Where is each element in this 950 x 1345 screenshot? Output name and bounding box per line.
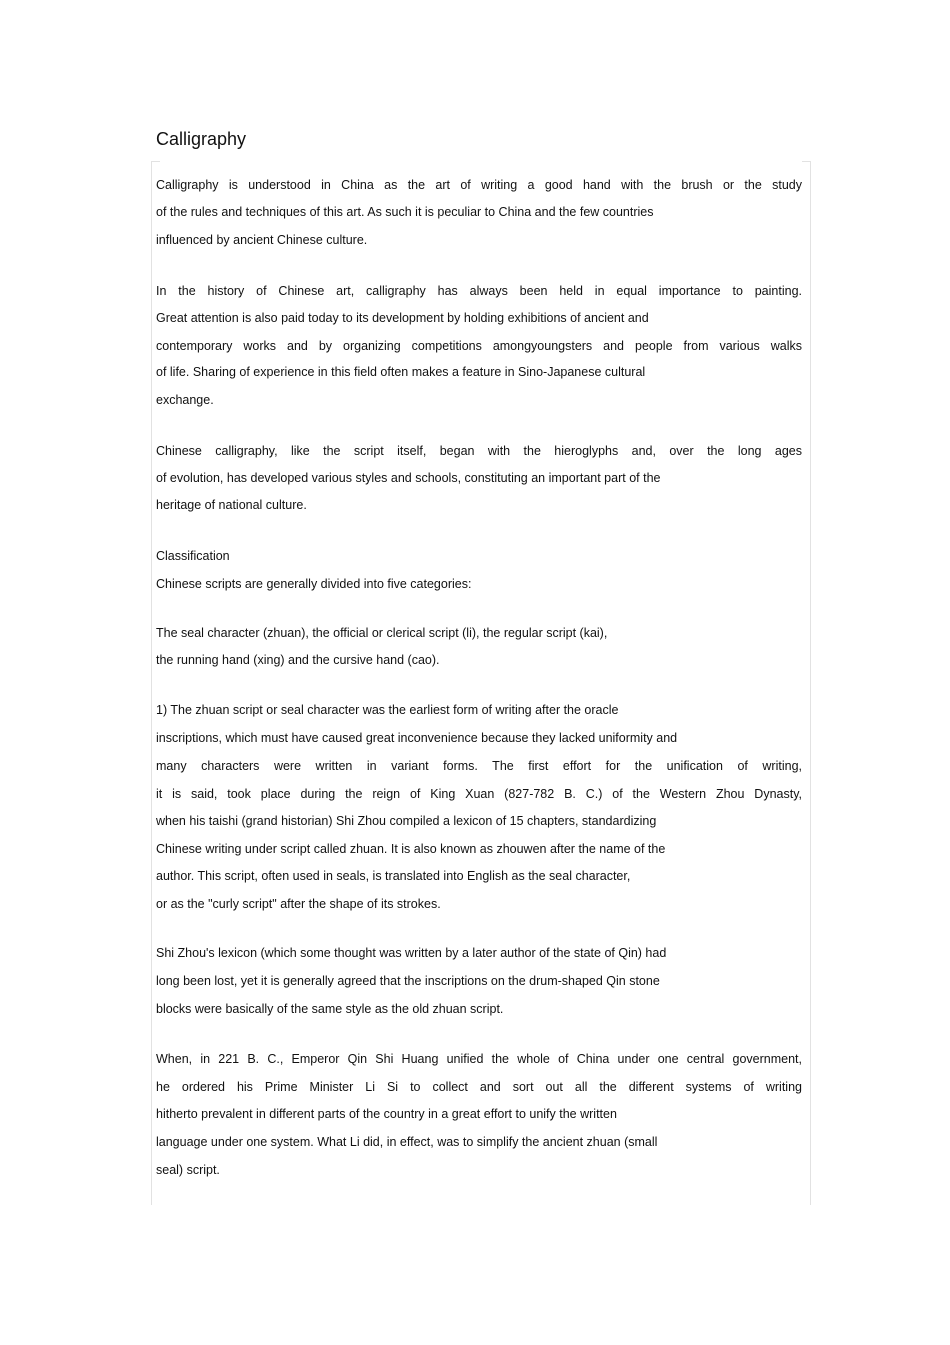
text-line: author. This script, often used in seals, is translated into English as the seal character,: [156, 869, 631, 883]
text-line: contemporary works and by organizing competitions amongyoungsters and people from various walks: [156, 339, 802, 353]
text-line: Chinese calligraphy, like the script itself, began with the hieroglyphs and, over the long ages: [156, 444, 802, 458]
text-line: 1) The zhuan script or seal character was the earliest form of writing after the oracle: [156, 703, 619, 717]
text-line: it is said, took place during the reign of King Xuan (827-782 B. C.) of the Western Zhou Dynasty,: [156, 787, 802, 801]
text-line: The seal character (zhuan), the official or clerical script (li), the regular script (kai),: [156, 626, 608, 640]
text-line: Shi Zhou's lexicon (which some thought was written by a later author of the state of Qin) had: [156, 946, 667, 960]
text-line: the running hand (xing) and the cursive hand (cao).: [156, 653, 440, 667]
text-line: of the rules and techniques of this art. As such it is peculiar to China and the few countries: [156, 205, 654, 219]
text-line: inscriptions, which must have caused great inconvenience because they lacked uniformity and: [156, 731, 678, 745]
text-line: of evolution, has developed various styles and schools, constituting an important part of the: [156, 471, 661, 485]
text-line: When, in 221 B. C., Emperor Qin Shi Huang unified the whole of China under one central government,: [156, 1052, 802, 1066]
text-line: blocks were basically of the same style as the old zhuan script.: [156, 1002, 504, 1016]
text-line: Classification: [156, 549, 230, 563]
text-line: of life. Sharing of experience in this field often makes a feature in Sino-Japanese cultural: [156, 365, 646, 379]
text-line: hitherto prevalent in different parts of the country in a great effort to unify the written: [156, 1107, 617, 1121]
text-line: In the history of Chinese art, calligraphy has always been held in equal importance to painting.: [156, 284, 802, 298]
text-line: seal) script.: [156, 1163, 220, 1177]
text-line: Chinese writing under script called zhuan. It is also known as zhouwen after the name of the: [156, 842, 666, 856]
text-line: Chinese scripts are generally divided into five categories:: [156, 577, 472, 591]
text-line: Calligraphy is understood in China as the art of writing a good hand with the brush or the study: [156, 178, 802, 192]
text-line: many characters were written in variant forms. The first effort for the unification of writing,: [156, 759, 802, 773]
text-line: language under one system. What Li did, in effect, was to simplify the ancient zhuan (small: [156, 1135, 658, 1149]
text-line: influenced by ancient Chinese culture.: [156, 233, 368, 247]
text-line: exchange.: [156, 393, 214, 407]
text-line: long been lost, yet it is generally agreed that the inscriptions on the drum-shaped Qin stone: [156, 974, 660, 988]
text-line: heritage of national culture.: [156, 498, 307, 512]
text-line: he ordered his Prime Minister Li Si to collect and sort out all the different systems of writing: [156, 1080, 802, 1094]
text-line: when his taishi (grand historian) Shi Zhou compiled a lexicon of 15 chapters, standardizing: [156, 814, 657, 828]
page-title: Calligraphy: [156, 129, 247, 149]
text-line: or as the "curly script" after the shape of its strokes.: [156, 897, 441, 911]
text-line: Great attention is also paid today to its development by holding exhibitions of ancient and: [156, 311, 649, 325]
